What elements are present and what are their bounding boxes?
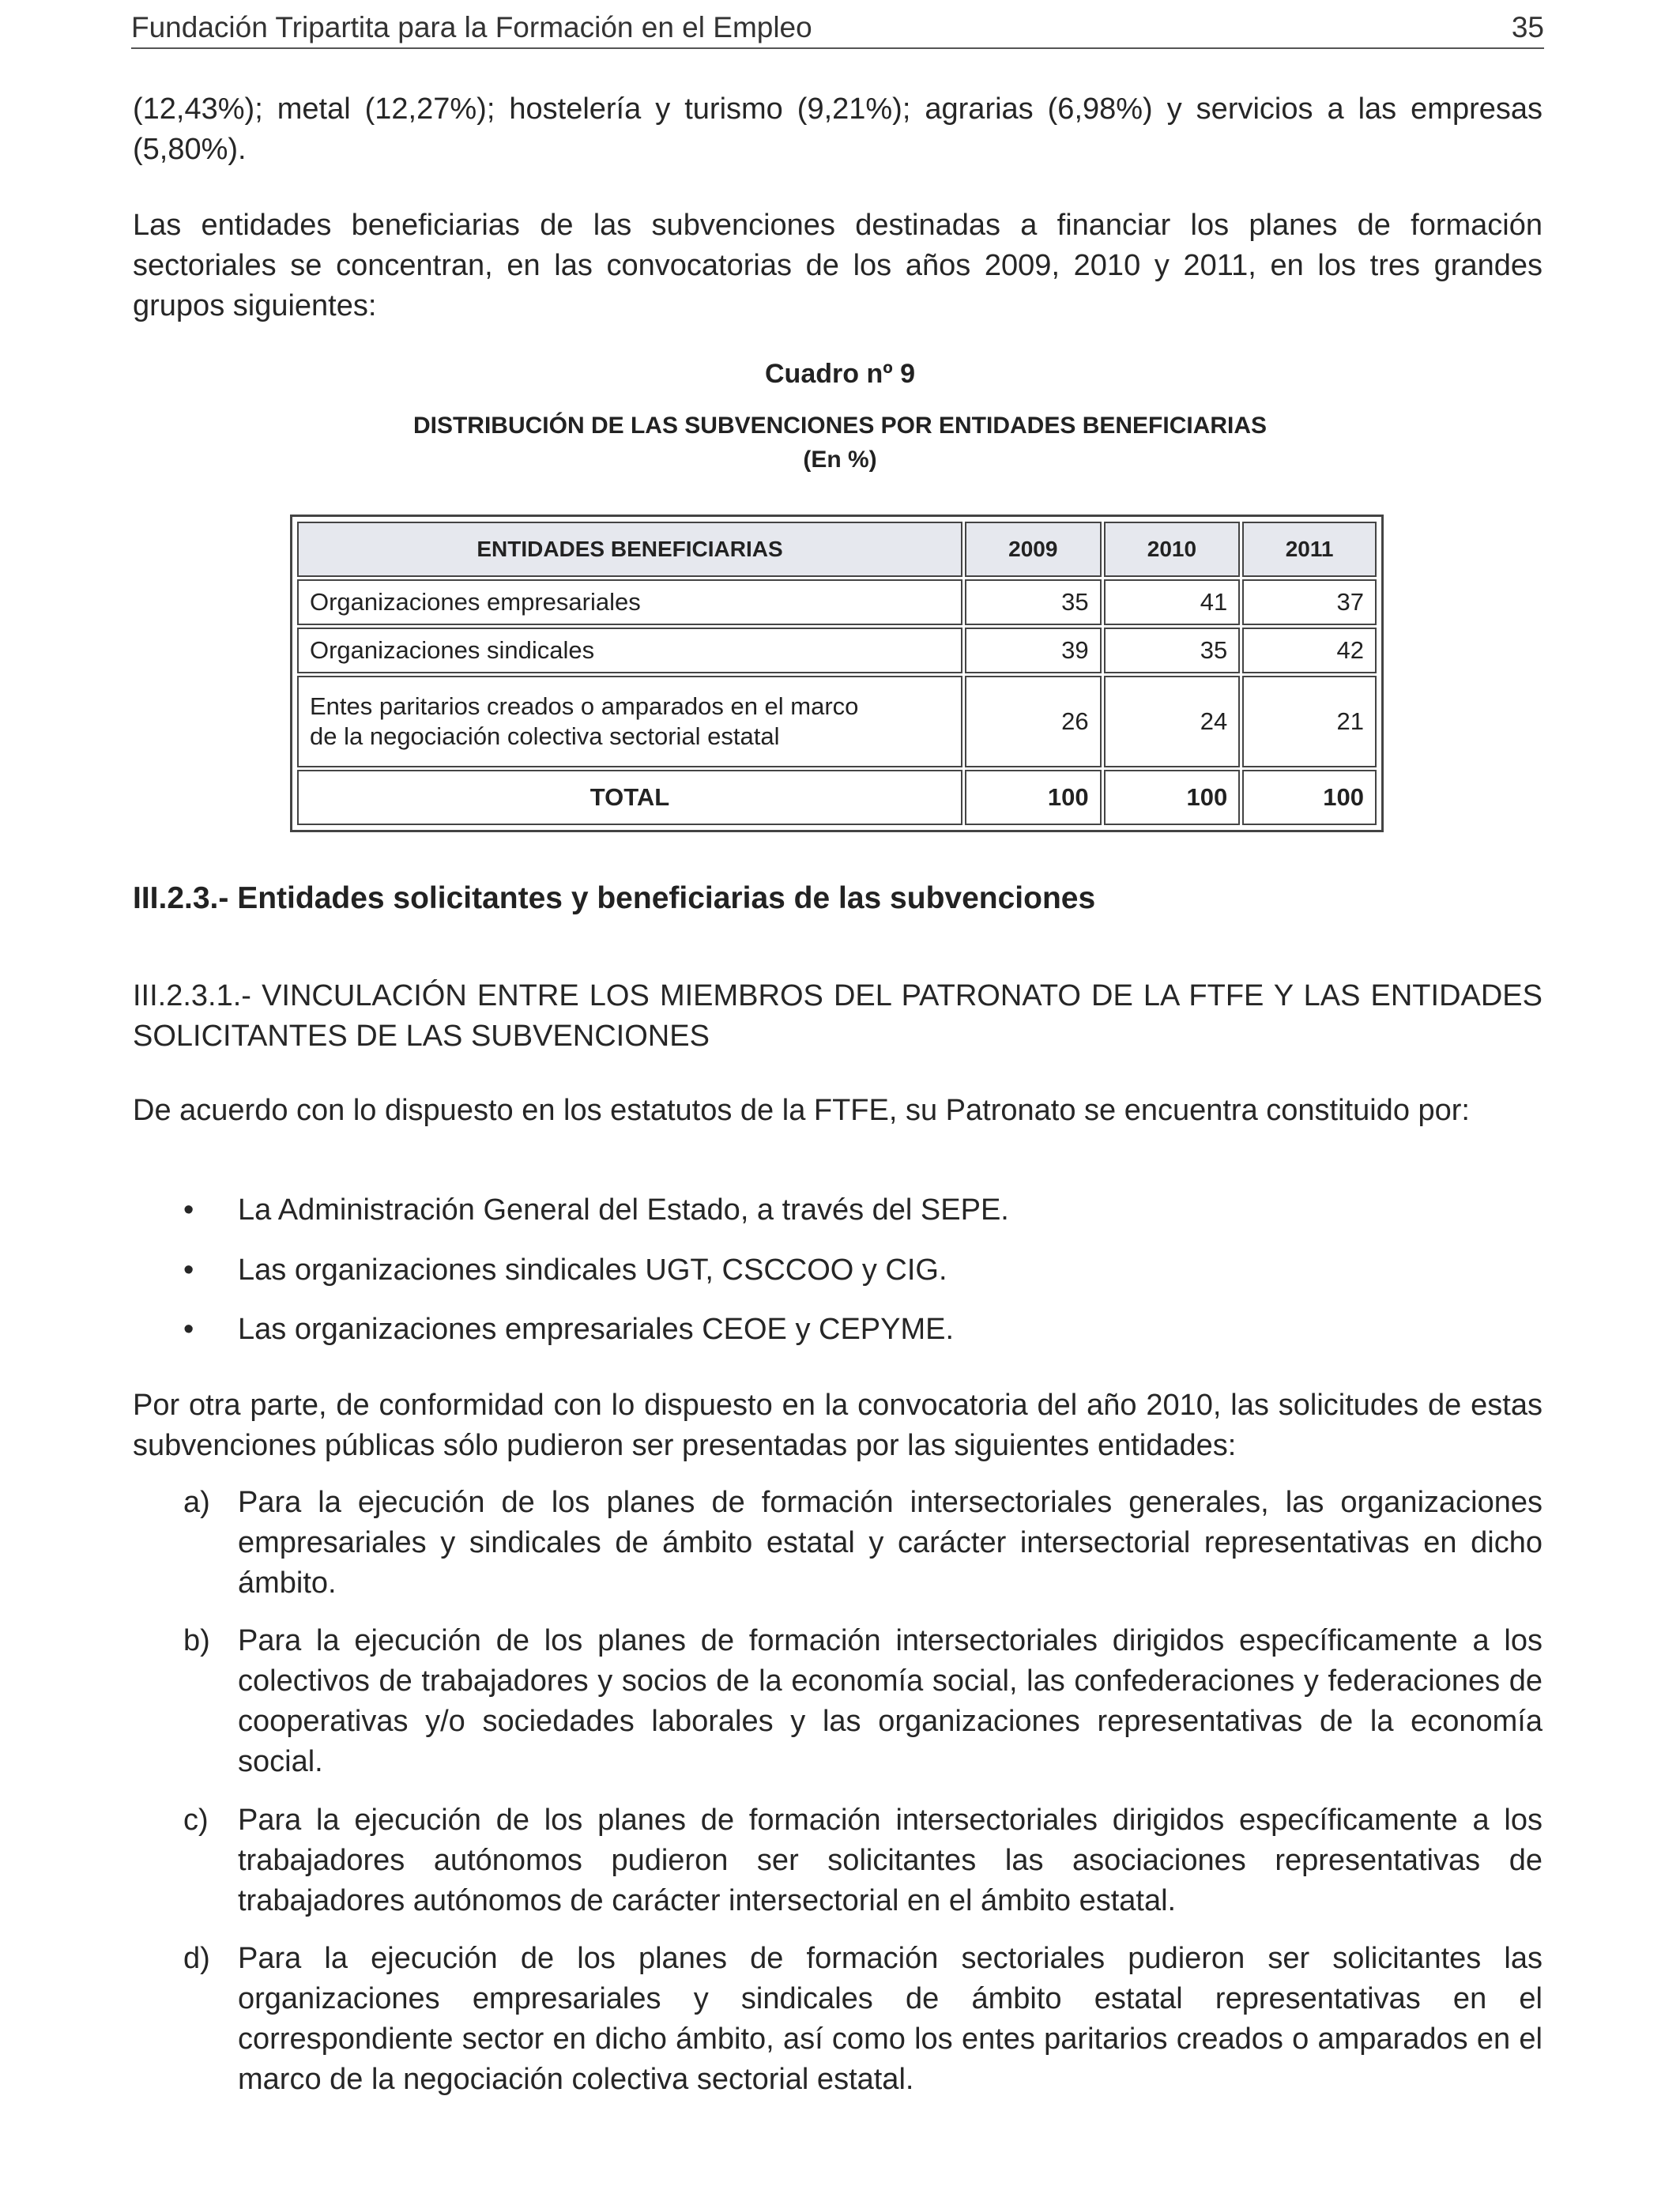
row-label-line-1: Entes paritarios creados o amparados en el marco xyxy=(310,692,859,720)
row-label xyxy=(297,676,962,767)
subsection-heading: III.2.3.1.- VINCULACIÓN ENTRE LOS MIEMBROS DEL PATRONATO DE LA FTFE Y LAS ENTIDADES SOLICITANTES DE LAS SUBVENCIONES xyxy=(133,979,1543,1053)
column-header-2011: 2011 xyxy=(1242,522,1377,577)
bullet-icon: • xyxy=(183,1253,194,1287)
header-title: Fundación Tripartita para la Formación en el Empleo xyxy=(131,11,812,43)
list-marker: a) xyxy=(183,1486,210,1519)
paragraph-2: Las entidades beneficiarias de las subvenciones destinadas a financiar los planes de formación sectoriales se concentran, en las convocatorias de los años 2009, 2010 y 2011, en los tres grandes grupos siguientes: xyxy=(133,209,1543,322)
row-label-line-2: de la negociación colectiva sectorial estatal xyxy=(310,722,780,750)
cell-2009: 26 xyxy=(965,676,1102,767)
page-header xyxy=(131,8,1544,49)
table-unit: (En %) xyxy=(803,447,877,473)
cell-2009: 35 xyxy=(965,579,1102,625)
row-label: Organizaciones empresariales xyxy=(297,579,962,625)
list-marker: c) xyxy=(183,1804,209,1837)
cell-2010: 41 xyxy=(1104,579,1241,625)
total-2010: 100 xyxy=(1104,770,1241,825)
list-marker: d) xyxy=(183,1942,210,1975)
total-2009: 100 xyxy=(965,770,1102,825)
table-total-row xyxy=(297,770,1377,825)
section-heading: III.2.3.- Entidades solicitantes y beneficiarias de las subvenciones xyxy=(133,881,1096,915)
bullet-icon: • xyxy=(183,1313,194,1346)
paragraph-4: Por otra parte, de conformidad con lo dispuesto en la convocatoria del año 2010, las solicitudes de estas subvenciones públicas sólo pudieron ser presentadas por las siguientes entidades: xyxy=(133,1389,1543,1462)
column-header-2009: 2009 xyxy=(965,522,1102,577)
list-text: Para la ejecución de los planes de formación intersectoriales generales, las organizaciones empresariales y sindicales de ámbito estatal y carácter intersectorial representativas en dicho ámbito. xyxy=(238,1486,1543,1600)
total-2011: 100 xyxy=(1242,770,1377,825)
table-title: DISTRIBUCIÓN DE LAS SUBVENCIONES POR ENTIDADES BENEFICIARIAS xyxy=(412,413,1268,439)
paragraph-1: (12,43%); metal (12,27%); hostelería y turismo (9,21%); agrarias (6,98%) y servicios a las empresas (5,80%). xyxy=(133,92,1543,166)
cell-2010: 24 xyxy=(1104,676,1241,767)
cell-2010: 35 xyxy=(1104,628,1241,673)
bullet-icon: • xyxy=(183,1193,194,1227)
bullet-text: La Administración General del Estado, a través del SEPE. xyxy=(238,1193,1009,1227)
bullet-text: Las organizaciones sindicales UGT, CSCCOO y CIG. xyxy=(238,1253,947,1287)
column-header-entities: ENTIDADES BENEFICIARIAS xyxy=(297,522,962,577)
list-text: Para la ejecución de los planes de formación intersectoriales dirigidos específicamente a los colectivos de trabajadores y socios de la economía social, las confederaciones y federaciones de cooperativas y/o sociedades laborales y las organizaciones representativas de la economía social. xyxy=(238,1624,1543,1778)
list-text: Para la ejecución de los planes de formación sectoriales pudieron ser solicitantes las organizaciones empresariales y sindicales de ámbito estatal representativas en el correspondiente sector en dicho ámbito, así como los entes paritarios creados o amparados en el marco de la negociación colectiva sectorial estatal. xyxy=(238,1942,1543,2096)
table-row xyxy=(297,579,1377,625)
table-row xyxy=(297,628,1377,673)
beneficiaries-table xyxy=(290,515,1384,832)
cell-2011: 21 xyxy=(1242,676,1377,767)
cell-2011: 37 xyxy=(1242,579,1377,625)
list-marker: b) xyxy=(183,1624,210,1657)
bullet-text: Las organizaciones empresariales CEOE y CEPYME. xyxy=(238,1313,955,1346)
cell-2011: 42 xyxy=(1242,628,1377,673)
row-label: Organizaciones sindicales xyxy=(297,628,962,673)
cell-2009: 39 xyxy=(965,628,1102,673)
total-label: TOTAL xyxy=(297,770,962,825)
list-text: Para la ejecución de los planes de formación intersectoriales dirigidos específicamente a los trabajadores autónomos pudieron ser solicitantes las asociaciones representativas de trabajadores autónomos de carácter intersectorial en el ámbito estatal. xyxy=(238,1804,1543,1917)
table-header-row xyxy=(297,522,1377,577)
paragraph-3: De acuerdo con lo dispuesto en los estatutos de la FTFE, su Patronato se encuentra constituido por: xyxy=(133,1094,1470,1127)
column-header-2010: 2010 xyxy=(1104,522,1241,577)
table-row xyxy=(297,676,1377,767)
table-label: Cuadro nº 9 xyxy=(765,359,915,389)
page-number: 35 xyxy=(1511,11,1544,43)
